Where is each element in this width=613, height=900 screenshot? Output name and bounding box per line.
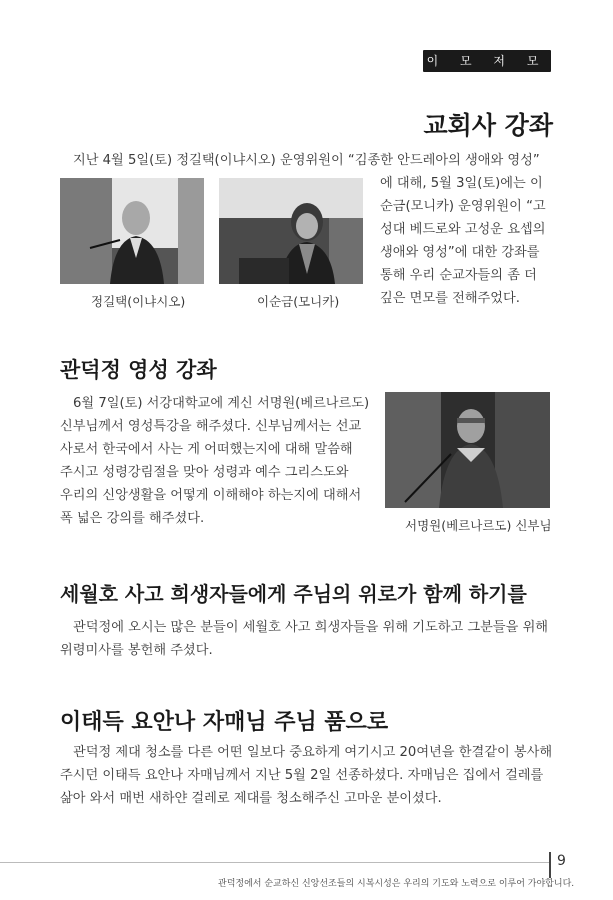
footer-motto: 관덕정에서 순교하신 신앙선조들의 시복시성은 우리의 기도와 노력으로 이루어 가야합니다. xyxy=(218,879,575,889)
article1-line: 통해 우리 순교자들의 좀 더 xyxy=(380,268,537,283)
page-number: 9 xyxy=(557,853,566,869)
photo-caption: 서명원(베르나르도) 신부님 xyxy=(405,518,552,533)
section-badge: 이 모 저 모 xyxy=(423,50,551,72)
footer-bar xyxy=(549,852,551,878)
article2-line: 사로서 한국에서 사는 게 어떠했는지에 대해 말씀해 xyxy=(60,442,353,457)
article1-line: 깊은 면모를 전해주었다. xyxy=(380,291,520,306)
article2-line: 신부님께서 영성특강을 해주셨다. 신부님께서는 선교 xyxy=(60,419,362,434)
article-title-church-history: 교회사 강좌 xyxy=(423,111,553,140)
article2-line: 6월 7일(토) 서강대학교에 계신 서명원(베르나르도) xyxy=(73,396,370,411)
photo-speaker-1 xyxy=(60,178,204,284)
article-title-sewol: 세월호 사고 희생자들에게 주님의 위로가 함께 하기를 xyxy=(60,582,527,606)
article2-line: 주시고 성령강림절을 맞아 성령과 예수 그리스도와 xyxy=(60,465,349,480)
article2-line: 폭 넓은 강의를 해주셨다. xyxy=(60,511,205,526)
footer-divider xyxy=(0,862,550,863)
photo-caption: 정길택(이냐시오) xyxy=(91,294,186,309)
article1-line: 에 대해, 5월 3일(토)에는 이 xyxy=(380,176,543,191)
photo-caption: 이순금(모니카) xyxy=(257,294,340,309)
article4-line: 주시던 이태득 요안나 자매님께서 지난 5월 2일 선종하셨다. 자매님은 집에서 걸레를 xyxy=(60,768,544,783)
article4-line: 삶아 와서 매번 새하얀 걸레로 제대를 청소해주신 고마운 분이셨다. xyxy=(60,791,442,806)
article3-line: 관덕정에 오시는 많은 분들이 세월호 사고 희생자들을 위해 기도하고 그분들을 위해 xyxy=(73,620,549,635)
article1-line: 성대 베드로와 고성운 요셉의 xyxy=(380,222,546,237)
article2-line: 우리의 신앙생활을 어떻게 이해해야 하는지에 대해서 xyxy=(60,488,362,503)
article-title-spirituality-lecture: 관덕정 영성 강좌 xyxy=(60,357,217,382)
article4-line: 관덕정 제대 청소를 다른 어떤 일보다 중요하게 여기시고 20여년을 한결같이 봉사해 xyxy=(73,745,553,760)
article1-line: 생애와 영성”에 대한 강좌를 xyxy=(380,245,540,260)
article1-line: 순금(모니카) 운영위원이 “고 xyxy=(380,199,546,214)
photo-priest xyxy=(385,392,550,508)
article1-line: 지난 4월 5일(토) 정길택(이냐시오) 운영위원이 “김종한 안드레아의 생애와 영성” xyxy=(73,153,540,168)
photo-speaker-2 xyxy=(219,178,363,284)
article-title-obituary: 이태득 요안나 자매님 주님 품으로 xyxy=(60,709,389,735)
article3-line: 위령미사를 봉헌해 주셨다. xyxy=(60,643,213,658)
